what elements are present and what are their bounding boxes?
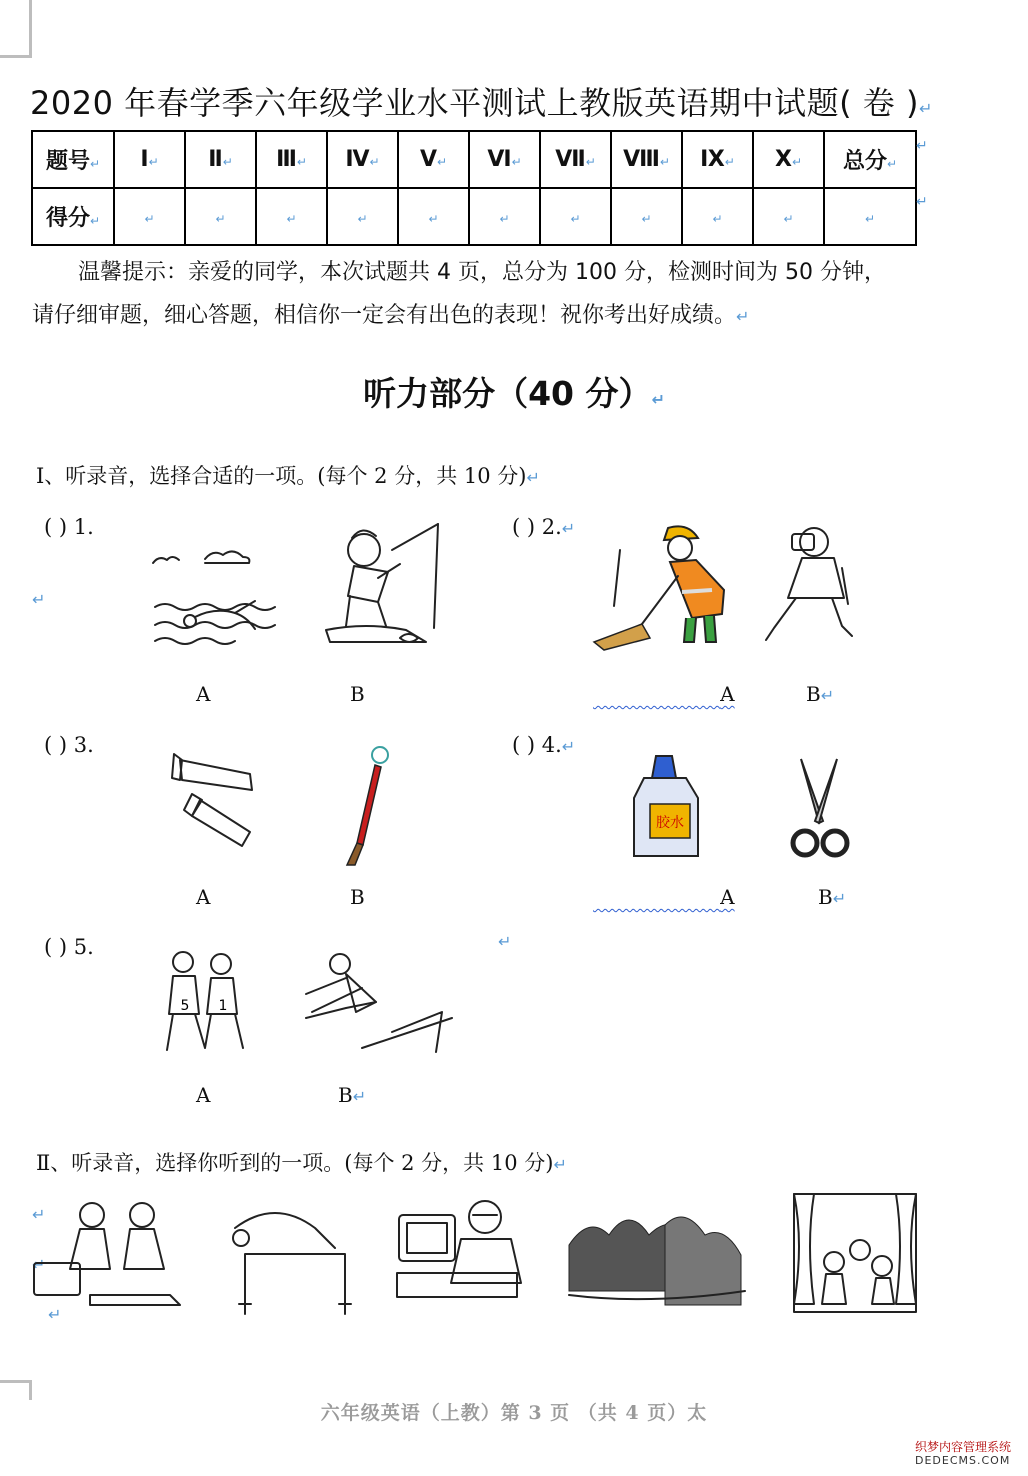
high-jump-icon xyxy=(225,1198,355,1318)
tip-line-1: 温馨提示：亲爱的同学，本次试题共 4 页，总分为 100 分，检测时间为 50 分钟， xyxy=(78,260,886,285)
score-cell[interactable]: ↵ xyxy=(682,188,753,245)
watermark-line-2: DEDECMS.COM xyxy=(915,1454,1011,1467)
computer-user-icon xyxy=(395,1195,525,1310)
watermark-line-1: 织梦内容管理系统 xyxy=(915,1440,1012,1454)
score-header-cell: Ⅹ↵ xyxy=(753,131,824,188)
score-table xyxy=(31,130,917,246)
glue-bottle-icon xyxy=(630,752,700,862)
return-mark: ↵ xyxy=(32,590,46,609)
score-header-cell: Ⅵ↵ xyxy=(469,131,540,188)
score-cell[interactable]: ↵ xyxy=(327,188,398,245)
part-title: 听力部分（40 分）↵ xyxy=(363,374,665,413)
runners-icon xyxy=(155,948,250,1053)
score-header-cell: Ⅰ↵ xyxy=(114,131,185,188)
question-1-option-b[interactable]: B xyxy=(350,682,365,706)
question-1-option-a[interactable]: A xyxy=(196,682,211,706)
watermark xyxy=(915,1440,1011,1468)
question-5-number[interactable]: ( ) 5. xyxy=(44,935,94,959)
score-table-score-row xyxy=(32,188,916,245)
paintbrush-icon xyxy=(325,745,395,870)
return-mark: ↵ xyxy=(32,1205,46,1224)
score-cell[interactable]: ↵ xyxy=(185,188,256,245)
score-header-cell: Ⅴ↵ xyxy=(398,131,469,188)
score-header-cell: Ⅷ↵ xyxy=(611,131,682,188)
section-2-heading: Ⅱ、听录音，选择你听到的一项。(每个 2 分，共 10 分)↵ xyxy=(36,1151,567,1175)
score-header-cell: Ⅲ↵ xyxy=(256,131,327,188)
question-3-option-b[interactable]: B xyxy=(350,885,365,909)
score-cell[interactable]: ↵ xyxy=(469,188,540,245)
score-header-cell: Ⅶ↵ xyxy=(540,131,611,188)
street-sweeper-icon xyxy=(590,520,730,650)
question-4-option-a[interactable]: A xyxy=(720,885,735,909)
score-cell[interactable]: ↵ xyxy=(824,188,916,245)
score-cell[interactable]: ↵ xyxy=(398,188,469,245)
long-jump-icon xyxy=(292,948,452,1053)
swimming-icon xyxy=(145,545,285,650)
landscape-painting-icon xyxy=(565,1195,745,1310)
score-cell[interactable]: ↵ xyxy=(256,188,327,245)
score-cell[interactable]: ↵ xyxy=(114,188,185,245)
question-5-option-a[interactable]: A xyxy=(196,1083,211,1107)
question-4-number[interactable]: ( ) 4.↵ xyxy=(512,733,576,757)
question-3-option-a[interactable]: A xyxy=(196,885,211,909)
score-cell[interactable]: ↵ xyxy=(611,188,682,245)
score-header-cell: Ⅳ↵ xyxy=(327,131,398,188)
runner-bib-5: 5 xyxy=(180,998,190,1014)
photographer-icon xyxy=(762,520,862,645)
paint-tubes-icon xyxy=(170,750,265,850)
question-2-option-b[interactable]: B↵ xyxy=(806,682,835,706)
score-header-cell: 题号↵ xyxy=(32,131,114,188)
return-mark: ↵ xyxy=(32,1255,46,1274)
picnic-icon xyxy=(30,1195,180,1310)
question-2-number[interactable]: ( ) 2.↵ xyxy=(512,515,576,539)
score-header-cell: Ⅸ↵ xyxy=(682,131,753,188)
question-4-option-b[interactable]: B↵ xyxy=(818,885,847,909)
score-header-cell: Ⅱ↵ xyxy=(185,131,256,188)
score-cell[interactable]: ↵ xyxy=(540,188,611,245)
runner-bib-1: 1 xyxy=(218,998,228,1014)
question-3-number[interactable]: ( ) 3. xyxy=(44,733,94,757)
question-5-option-b[interactable]: B↵ xyxy=(338,1083,367,1107)
tip-line-2: 请仔细审题，细心答题，相信你一定会有出色的表现！祝你考出好成绩。↵ xyxy=(32,303,750,328)
return-mark: ↵ xyxy=(916,138,928,154)
glue-label: 胶水 xyxy=(656,815,684,831)
page-title: 2020 年春学季六年级学业水平测试上教版英语期中试题( 卷 )↵ xyxy=(30,84,933,122)
score-header-cell: 总分↵ xyxy=(824,131,916,188)
question-2-option-a[interactable]: A xyxy=(720,682,735,706)
puppet-show-icon xyxy=(790,1190,920,1315)
return-mark: ↵ xyxy=(498,932,512,951)
page-footer: 六年级英语（上教）第 3 页 （共 4 页）太 xyxy=(320,1402,708,1424)
fishing-icon xyxy=(322,520,442,650)
page-corner-mark-bottom xyxy=(0,1380,32,1400)
return-mark: ↵ xyxy=(916,194,928,210)
scissors-icon xyxy=(785,755,855,865)
score-cell[interactable]: ↵ xyxy=(753,188,824,245)
return-mark: ↵ xyxy=(48,1305,62,1324)
section-1-heading: Ⅰ、听录音，选择合适的一项。(每个 2 分，共 10 分)↵ xyxy=(36,464,540,488)
score-row-label: 得分↵ xyxy=(32,188,114,245)
page-corner-mark-top xyxy=(0,0,32,58)
score-table-header-row xyxy=(32,131,916,188)
question-1-number[interactable]: ( ) 1. xyxy=(44,515,94,539)
